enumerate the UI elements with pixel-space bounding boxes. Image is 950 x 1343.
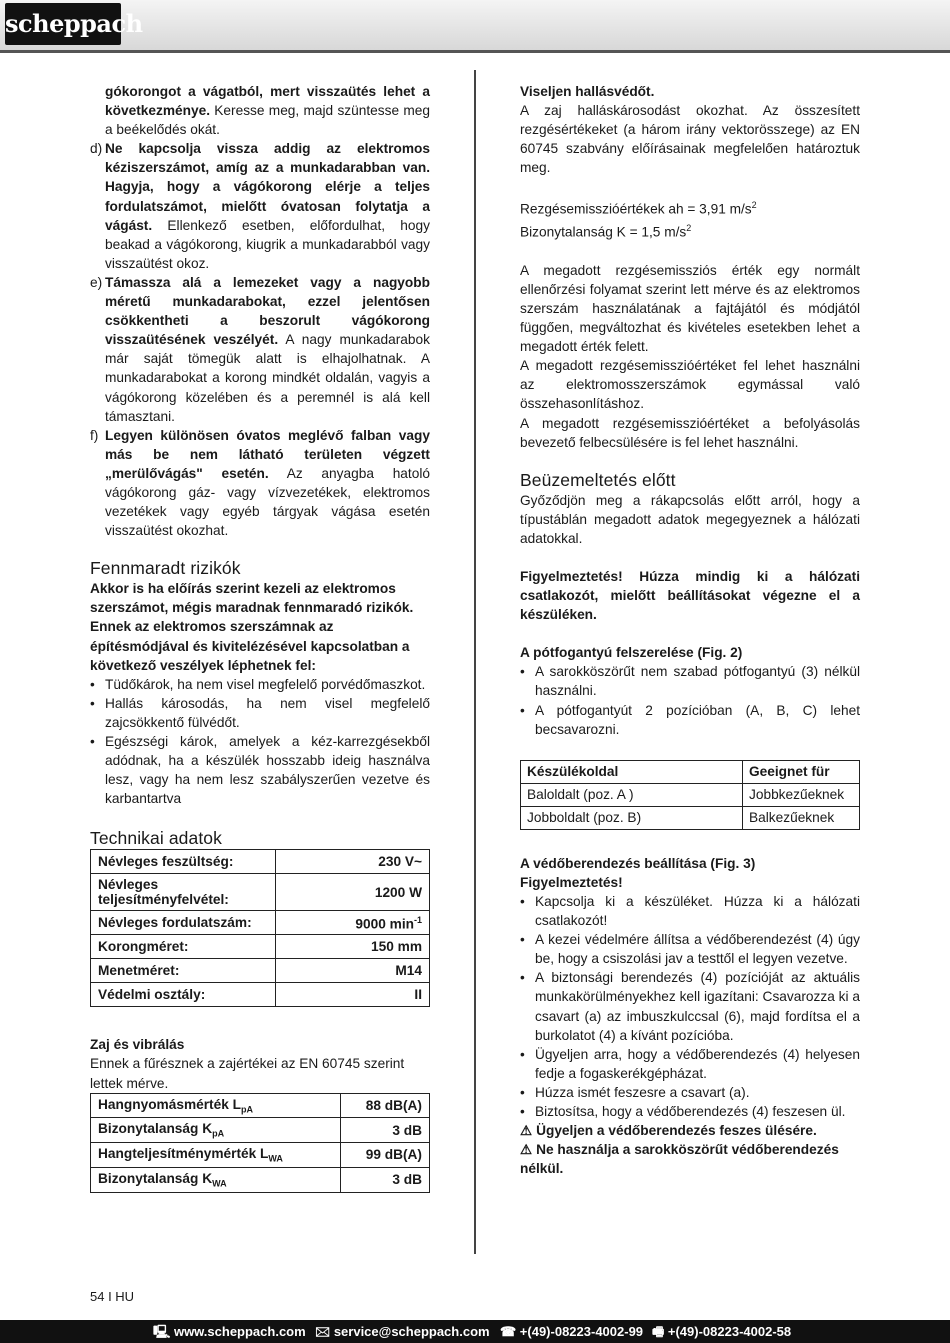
noise-table (90, 1093, 430, 1193)
item-d-label: d) (90, 141, 103, 157)
guard-subtitle: Figyelmeztetés! (520, 874, 623, 890)
guard-bullet: • Kapcsolja ki a készüléket. Húzza ki a hálózati csatlakozót! (520, 893, 860, 929)
guard-bullet: • A biztonsági berendezés (4) pozícióját az aktuális munkakörülményekhez kell igazítani: Csavarozza ki a csavart (a) az imbuszkulccsal (6), majd fordítsa el a burkolatot (4) a kívánt pozícióba. (520, 970, 860, 1043)
guard-warning: ⚠ Ügyeljen a védőberendezés feszes ülésére. (520, 1123, 817, 1139)
table-row: Névleges teljesítményfelvétel: 1200 W (91, 874, 430, 911)
table-row: Menetméret: M14 (91, 959, 430, 983)
table-row: Hangteljesítménymérték $L_{WA}$ 99 dB(A) (91, 1143, 430, 1168)
vibration-uncertainty: Bizonytalanság K = 1,5 $m/s^2$ (520, 223, 692, 240)
startup-text: Győződjön meg a rákapcsolás előtt arról, hogy a típustáblán megadott adatok megegyeznek a hálózati adatokkal. (520, 492, 860, 546)
grip-title: A pótfogantyú felszerelése (Fig. 2) (520, 645, 743, 661)
table-row: Baloldalt (poz. A ) Jobbkezűeknek (521, 783, 860, 806)
risks-title: Fennmaradt rizikók (90, 558, 241, 579)
column-divider (474, 70, 476, 1254)
item-e: e) Támassza alá a lemezeket vagy a nagyobb méretű munkadarabokat, ezzel jelentősen csökkentheti a beszorult vágókorong visszaütésének veszélyét. A nagy munkadarabok már saját tömegük alatt is elhajolhatnak. A munkadarabokat a korong mindkét oldalán, vagyis a vágókorong közelében és a peremnél is alá kell támasztani. (90, 274, 430, 424)
guard-bullet: • A kezei védelmére állítsa a védőberendezést (4) úgy be, hogy a csiszolási jav a testtől el legyen vezetve. (520, 932, 860, 967)
grip-table (520, 760, 860, 830)
vibration-value: Rezgésemisszióértékek ah = 3,91 $m/s^2$ (520, 200, 757, 218)
table-row: Védelmi osztály: II (91, 983, 430, 1007)
item-e-label: e) (90, 274, 103, 290)
grip-bullet: • A pótfogantyút 2 pozícióban (A, B, C) lehet becsavarozni. (520, 702, 860, 737)
tech-table (90, 849, 430, 1007)
footer-phone: ☎ +(49)-08223-4002-99 (500, 1324, 644, 1339)
left-column (90, 82, 430, 1193)
scheppach-logo: scheppach (5, 3, 121, 45)
guard-bullet: • Húzza ismét feszesre a csavart (a). (520, 1084, 750, 1100)
page-number: 54 I HU (90, 1289, 135, 1304)
table-row: Névleges feszültség: 230 V~ (91, 850, 430, 874)
grip-bullet: • A sarokköszörűt nem szabad pótfogantyú (3) nélkül használni. (520, 664, 860, 699)
noise-title: Zaj és vibrálás (90, 1037, 185, 1053)
risks-intro: Akkor is ha előírás szerint kezeli az elektromos szerszámot, mégis maradnak fennmaradó rizikók. Ennek az elektromos szerszámnak az építésmódjával és kivitelézésével kapcsolatban a következő veszélyek léphetnek fel: (90, 581, 414, 673)
footer-email[interactable]: 🖂 service@scheppach.com (315, 1324, 490, 1339)
guard-bullet: • Ügyeljen arra, hogy a védőberendezés (4) helyesen fedje a fogaskerékgépházat. (520, 1046, 860, 1081)
noise-text: Ennek a fűrésznek a zajértékei az EN 60745 szerint lettek mérve. (90, 1056, 405, 1091)
item-d: d) Ne kapcsolja vissza addig az elektromos kéziszerszámot, amíg az a munkadarabban van. Hagyja, hogy a vágókorong elérje a teljes fordulatszámot, mielőtt óvatosan folytatja a vágást. Ellenkező esetben, előfordulhat, hogy beakad a vágókorong, kiugrik a munkadarabból vagy visszaütést okoz. (90, 141, 430, 271)
hearing-title: Viseljen hallásvédőt. (520, 84, 655, 99)
table-row: Bizonytalanság $K_{WA}$ 3 dB (91, 1167, 430, 1192)
item-f: f) Legyen különösen óvatos meglévő falban vagy más be nem látható területen végzett „merülővágás" esetén. Az anyagba hatoló vágókorong gáz- vagy vízvezetékek, elektromos vezetékek vagy egyéb tárgyak vágása esetén visszaütést okozhat. (90, 427, 430, 539)
footer-website[interactable]: 🖳 www.scheppach.com (153, 1324, 306, 1339)
startup-title: Beüzemeltetés előtt (520, 469, 676, 490)
startup-warning: Figyelmeztetés! Húzza mindig ki a hálózati csatlakozót, mielőtt beállításokat végezne el a készüléken. (520, 569, 860, 623)
intro-paragraph: gókorongot a vágatból, mert visszaütés lehet a következménye. Keresse meg, majd szüntesse meg a beékelődés okát. (105, 84, 430, 138)
guard-title: A védőberendezés beállítása (Fig. 3) (520, 855, 756, 871)
guard-bullet: • Biztosítsa, hogy a védőberendezés (4) feszesen ül. (520, 1103, 846, 1119)
risks-bullet: • Hallás károsodás, ha nem visel megfelelő zajcsökkentő fülvédőt. (90, 695, 430, 730)
vibration-paragraph: A megadott rezgésemisszióértéket fel lehet használni az elektromosszerszámok egymással való összehasonlításhoz. (520, 358, 860, 412)
table-header-row: Készülékoldal Geeignet für (521, 760, 860, 783)
table-row: Hangnyomásmérték $L_{pA}$ 88 dB(A) (91, 1093, 430, 1118)
footer-fax: 🖷 +(49)-08223-4002-58 (652, 1324, 792, 1339)
item-f-label: f) (90, 427, 99, 443)
footer-bar (0, 1320, 950, 1343)
guard-warning: ⚠ Ne használja a sarokköszörűt védőberendezés nélkül. (520, 1142, 839, 1177)
header-divider (0, 50, 950, 53)
table-row: Bizonytalanság $K_{pA}$ 3 dB (91, 1118, 430, 1143)
risks-bullet: • Egészségi károk, amelyek a kéz-karrezgésekből adódnak, ha a készülék hosszabb ideig használva lesz, vagy ha nem lesz szabályszerűen vezetve és karbantartva (90, 734, 430, 807)
right-column (520, 82, 860, 1178)
table-row: Korongméret: 150 mm (91, 935, 430, 959)
table-row: Névleges fordulatszám: 9000 $\min^{-1}$ (91, 911, 430, 935)
tech-title: Technikai adatok (90, 828, 222, 849)
vibration-paragraph: A megadott rezgésemisszióértéket a befolyásolás bevezető felbecsülésére is fel lehet használni. (520, 415, 860, 450)
hearing-text: A zaj halláskárosodást okozhat. Az összesített rezgésértékeket (a három irány vektorösszege) az EN 60745 szabvány előírásainak megfelelően határoztuk meg. (520, 103, 860, 176)
table-row: Jobboldalt (poz. B) Balkezűeknek (521, 806, 860, 829)
risks-bullet: • Tüdőkárok, ha nem visel megfelelő porvédőmaszkot. (90, 676, 426, 692)
vibration-paragraph: A megadott rezgésemissziós érték egy normált ellenőrzési folyamat szerint lett mérve és az elektromos szerszám használatának a fajtájától és módjától függően, megváltozhat és kivételes esetekben lehet a megadott érték felett. (520, 262, 860, 355)
